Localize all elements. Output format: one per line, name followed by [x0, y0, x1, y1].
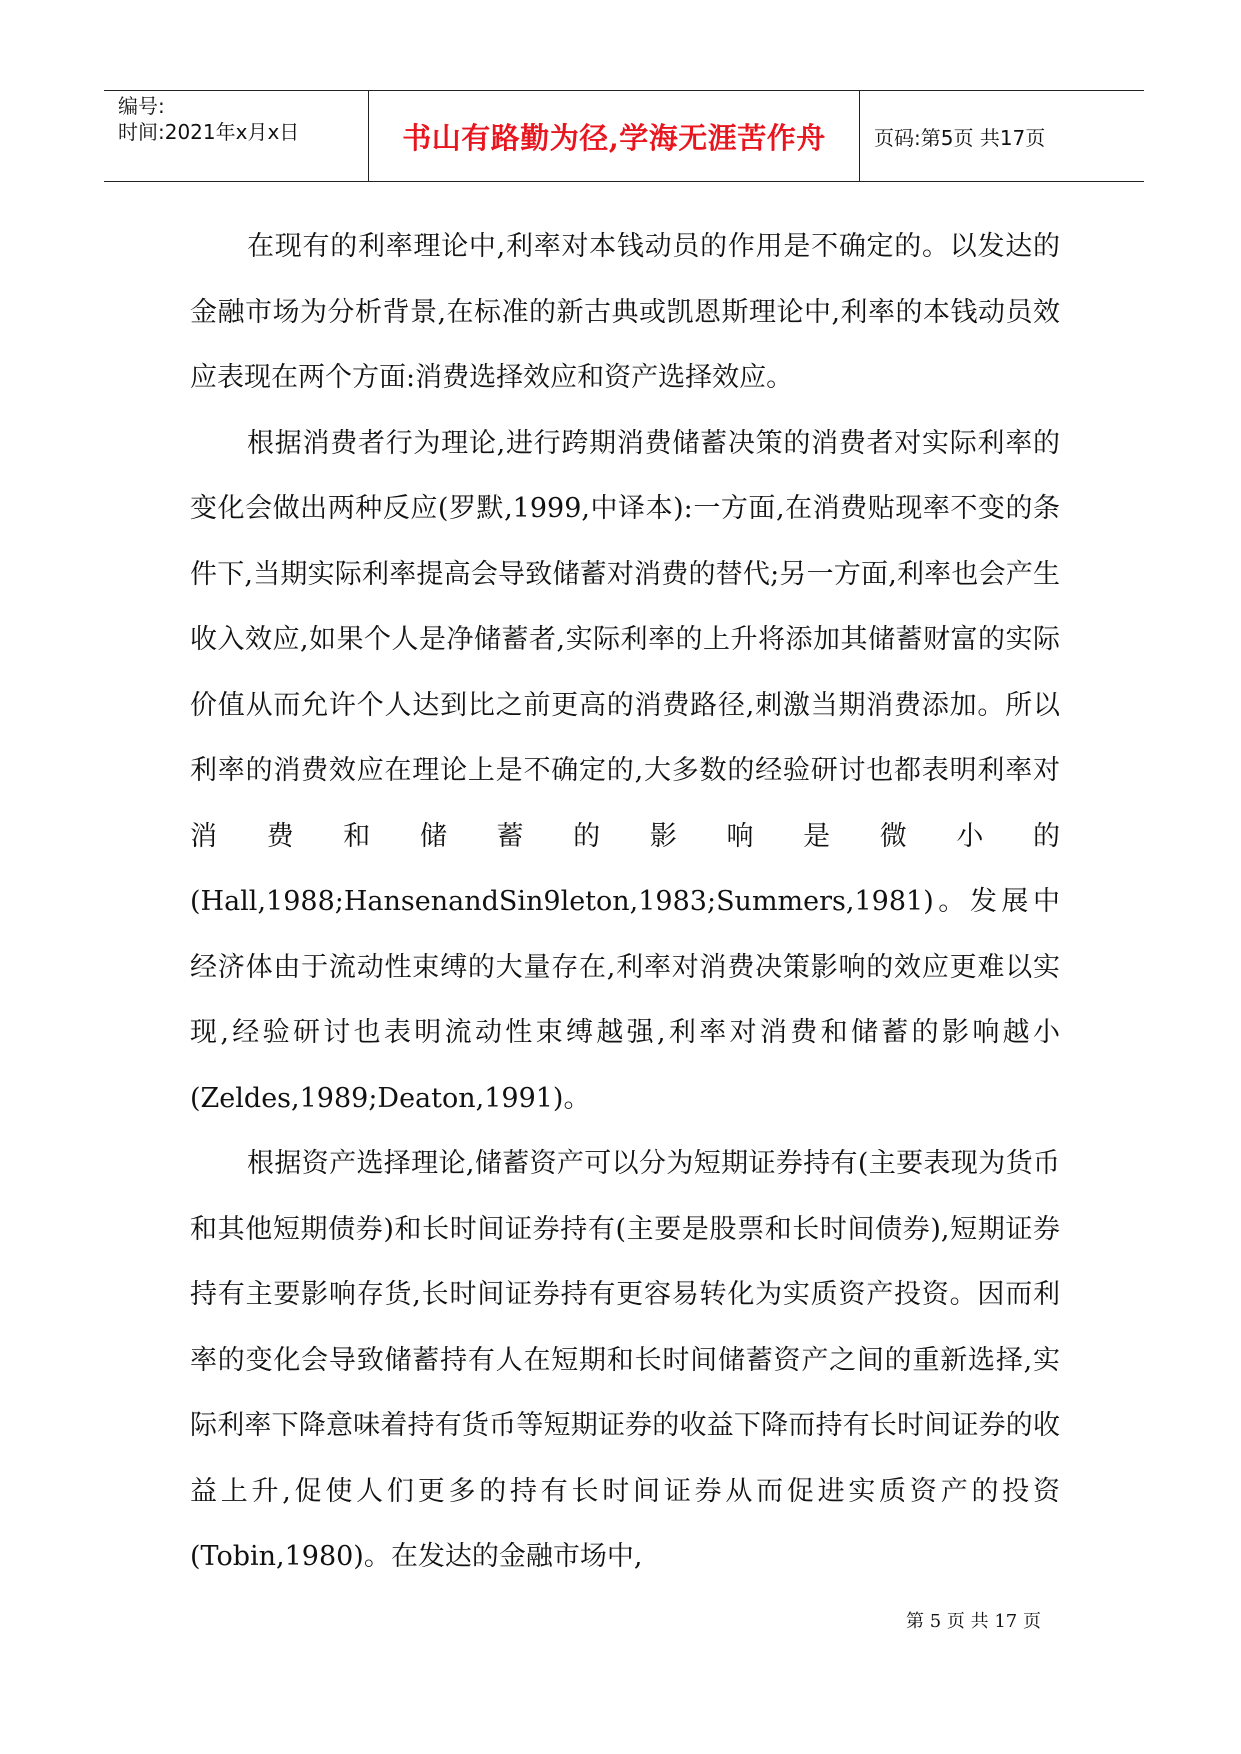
header-page-cell [860, 91, 1144, 181]
header-number-label: 编号: [118, 94, 165, 118]
header-motto: 书山有路勤为径,学海无涯苦作舟 [402, 120, 826, 155]
paragraph-2: 根据消费者行为理论,进行跨期消费储蓄决策的消费者对实际利率的变化会做出两种反应(罗默,1999,中译本):一方面,在消费贴现率不变的条件下,当期实际利率提高会导致储蓄对消费的替代;另一方面,利率也会产生收入效应,如果个人是净储蓄者,实际利率的上升将添加其储蓄财富的实际价值从而允许个人达到比之前更高的消费路径,刺激当期消费添加。所以利率的消费效应在理论上是不确定的,大多数的经验研讨也都表明利率对消费和储蓄的影响是微小的(Hall,1988;HansenandSin9leton,1983;Summers,1981)。发展中经济体由于流动性束缚的大量存在,利率对消费决策影响的效应更难以实现,经验研讨也表明流动性束缚越强,利率对消费和储蓄的影响越小(Zeldes,1989;Deaton,1991)。 [190, 427, 1060, 1114]
paragraph-3: 根据资产选择理论,储蓄资产可以分为短期证券持有(主要表现为货币和其他短期债券)和长时间证券持有(主要是股票和长时间债券),短期证券持有主要影响存货,长时间证券持有更容易转化为实质资产投资。因而利率的变化会导致储蓄持有人在短期和长时间储蓄资产之间的重新选择,实际利率下降意味着持有货币等短期证券的收益下降而持有长时间证券的收益上升,促使人们更多的持有长时间证券从而促进实质资产的投资(Tobin,1980)。在发达的金融市场中, [190, 1148, 1060, 1572]
header-page-info: 页码:第5页 共17页 [874, 125, 1046, 150]
header-motto-cell [369, 91, 860, 181]
paragraph-1: 在现有的利率理论中,利率对本钱动员的作用是不确定的。以发达的金融市场为分析背景,在标准的新古典或凯恩斯理论中,利率的本钱动员效应表现在两个方面:消费选择效应和资产选择效应。 [190, 231, 1060, 393]
header-time: 时间:2021年x月x日 [118, 120, 300, 144]
page-footer: 第 5 页 共 17 页 [906, 1611, 1041, 1632]
document-body [190, 214, 1060, 1590]
header-meta-cell [104, 91, 369, 181]
document-header [104, 90, 1144, 182]
